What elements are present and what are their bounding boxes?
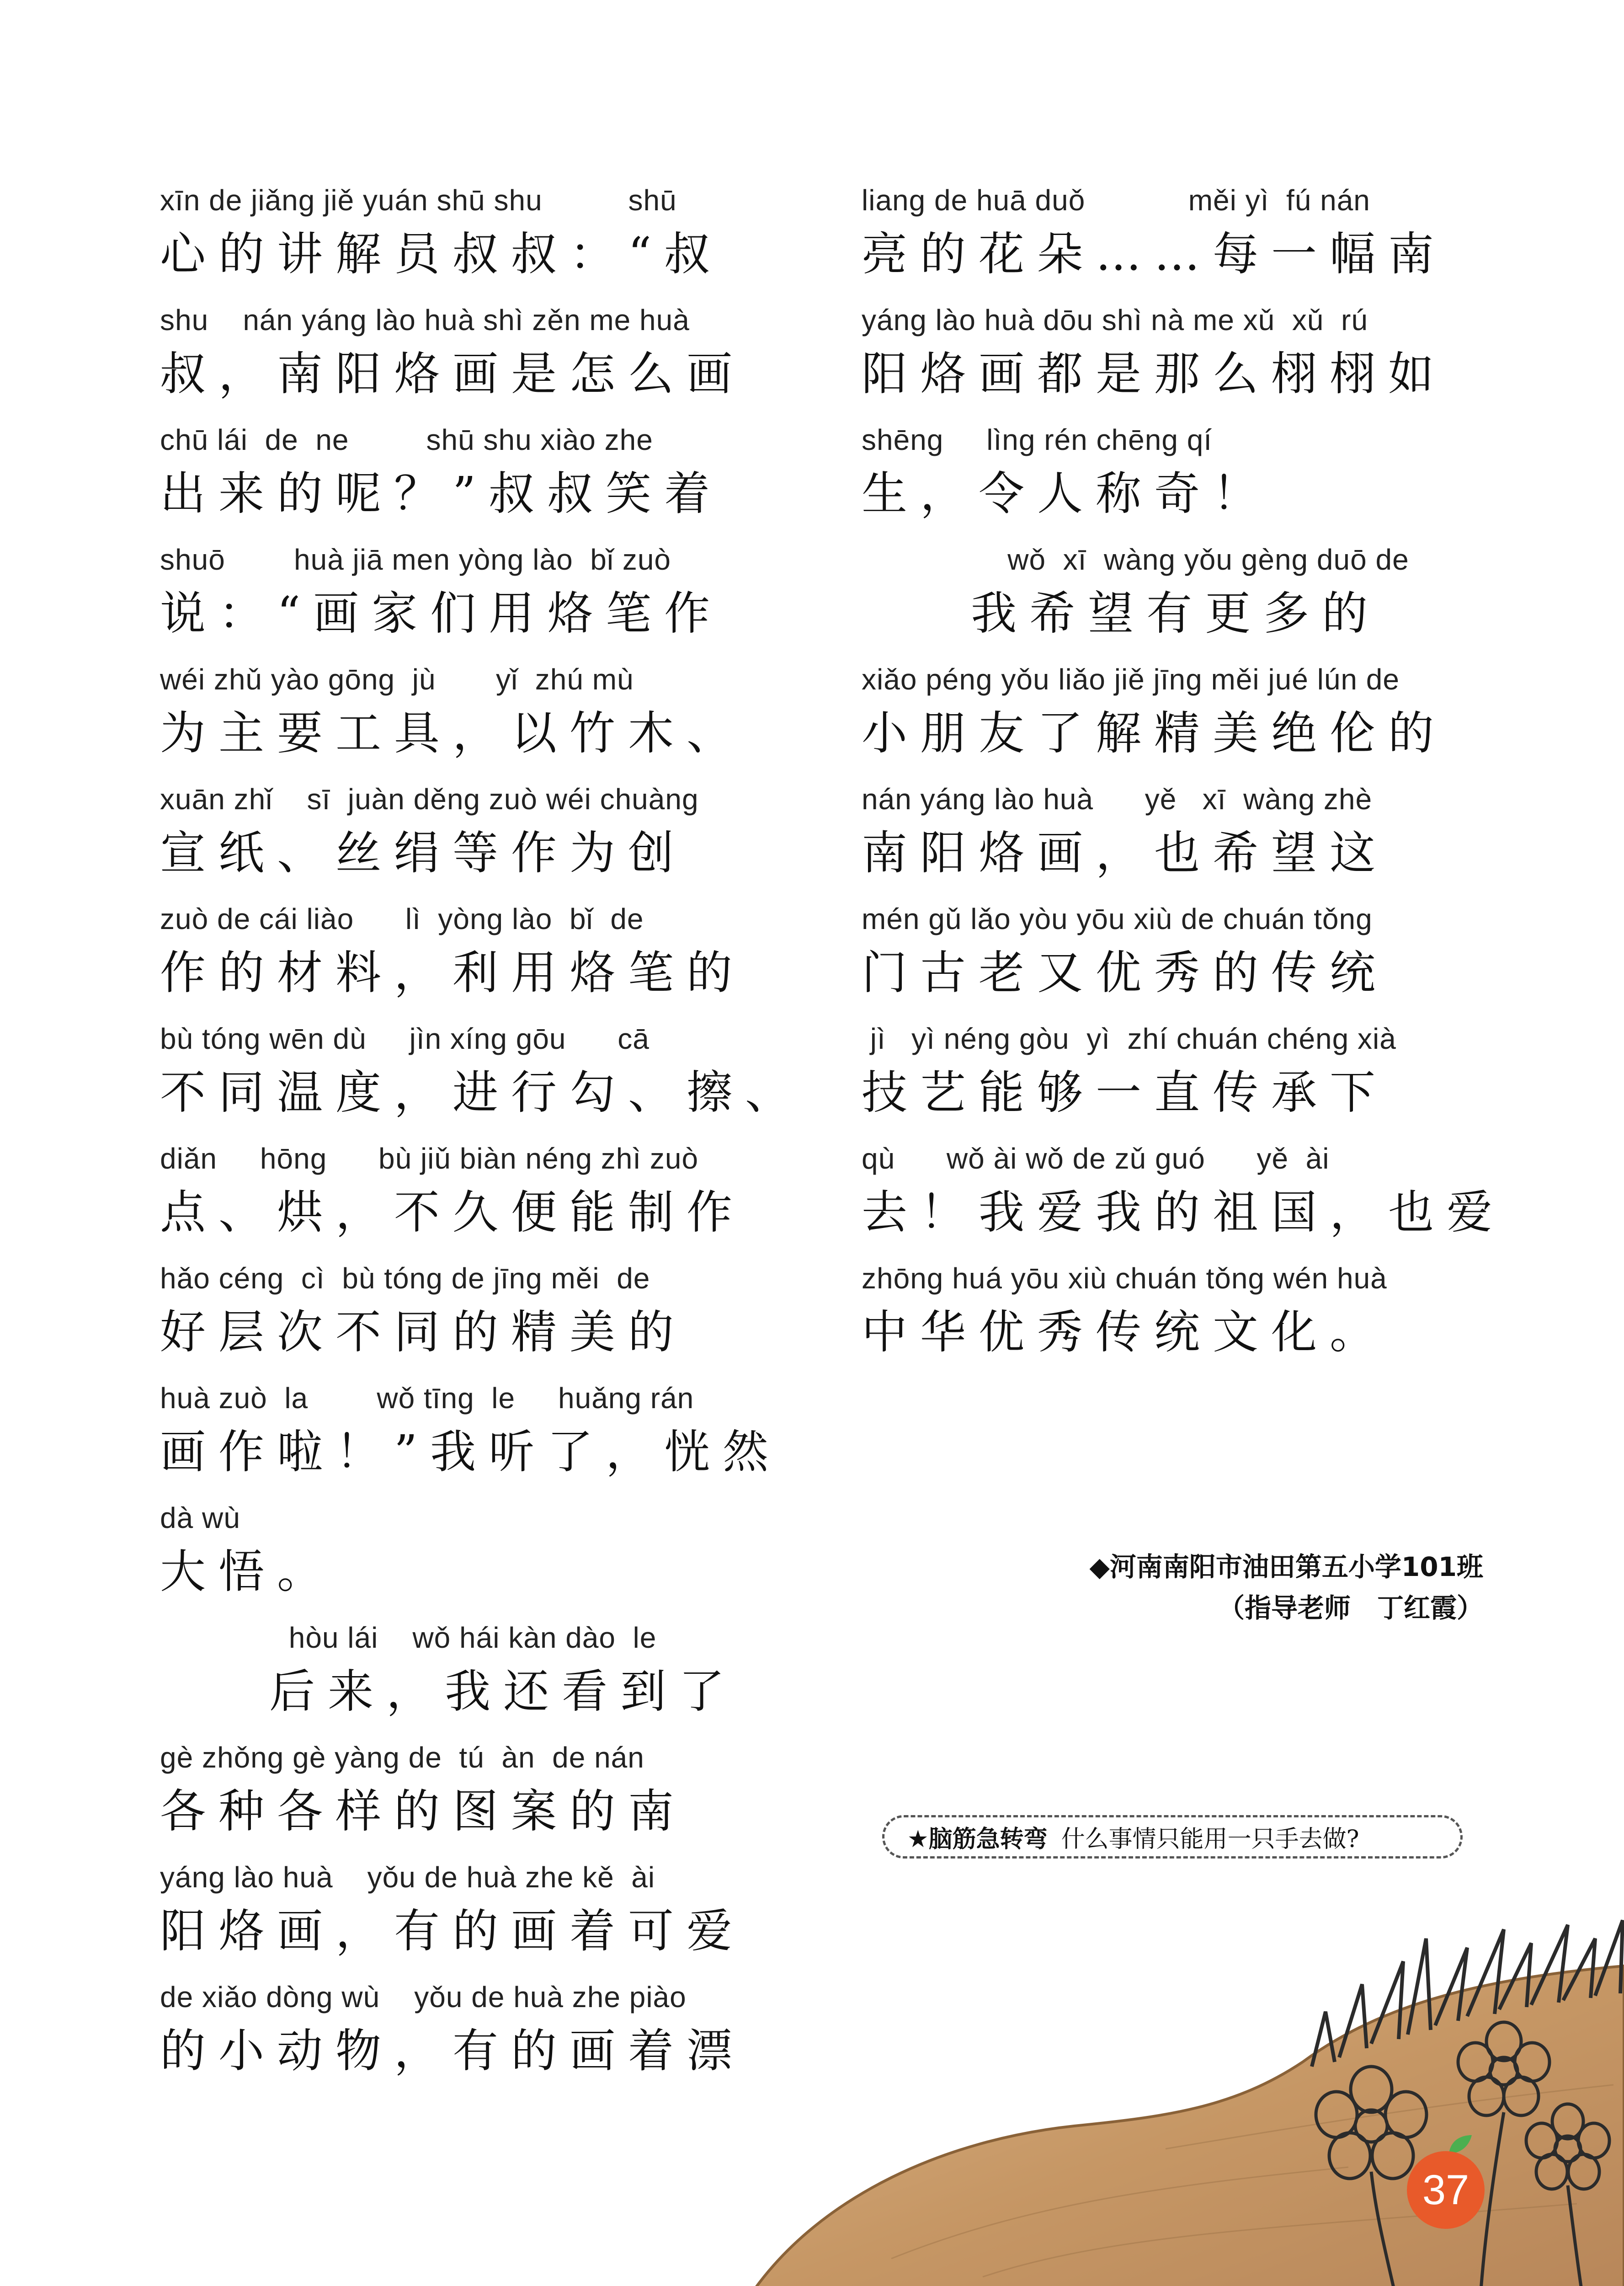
hanzi-line: 叔，南阳烙画是怎么画 xyxy=(160,347,745,401)
riddle-title: ★脑筋急转弯 xyxy=(907,1826,1048,1853)
text-line xyxy=(862,660,1488,780)
teacher-credit: （指导老师 丁红霞） xyxy=(1218,1592,1483,1624)
pinyin-line: yáng lào huà yǒu de huà zhe kě ài xyxy=(160,1861,655,1894)
hanzi-line: 好层次不同的精美的 xyxy=(160,1305,687,1359)
hanzi-line: 点、烘，不久便能制作 xyxy=(160,1186,745,1239)
left-text-column xyxy=(160,181,804,2097)
pinyin-line: yáng lào huà dōu shì nà me xǔ xǔ rú xyxy=(862,304,1368,336)
school-credit: ◆河南南阳市油田第五小学101班 xyxy=(1089,1551,1483,1582)
text-line xyxy=(160,1977,786,2097)
text-line xyxy=(862,420,1488,540)
pinyin-line: zuò de cái liào lì yòng lào bǐ de xyxy=(160,903,644,935)
hanzi-line: 为主要工具，以竹木、 xyxy=(160,706,745,760)
pinyin-line: diǎn hōng bù jiǔ biàn néng zhì zuò xyxy=(160,1142,699,1175)
page-number: 37 xyxy=(1407,2151,1485,2229)
text-line xyxy=(862,181,1488,300)
hanzi-line: 不同温度，进行勾、擦、 xyxy=(160,1066,804,1119)
hanzi-line: 门古老又优秀的传统 xyxy=(862,946,1388,999)
pinyin-line: zhōng huá yōu xiù chuán tǒng wén huà xyxy=(862,1262,1387,1295)
text-line xyxy=(862,1019,1488,1139)
text-line xyxy=(862,899,1488,1019)
hanzi-line: 大悟。 xyxy=(160,1545,335,1598)
hanzi-line: 技艺能够一直传承下 xyxy=(862,1066,1388,1119)
pinyin-line: wǒ xī wàng yǒu gèng duō de xyxy=(862,543,1409,576)
hanzi-line: 阳烙画都是那么栩栩如 xyxy=(862,347,1447,401)
wood-flower-illustration xyxy=(754,1911,1624,2286)
text-line xyxy=(862,1259,1488,1378)
hanzi-line: 阳烙画，有的画着可爱 xyxy=(160,1904,745,1958)
hanzi-line: 说：“画家们用烙笔作 xyxy=(160,587,723,640)
right-text-column xyxy=(862,181,1505,1378)
hanzi-line: 心的讲解员叔叔：“叔 xyxy=(160,227,723,281)
text-line xyxy=(862,540,1488,660)
riddle-question: 什么事情只能用一只手去做? xyxy=(1061,1826,1359,1853)
text-line xyxy=(862,300,1488,420)
pinyin-line: mén gǔ lǎo yòu yōu xiù de chuán tǒng xyxy=(862,903,1373,935)
hanzi-line: 出来的呢？”叔叔笑着 xyxy=(160,467,723,520)
pinyin-line: liang de huā duǒ měi yì fú nán xyxy=(862,184,1370,217)
pinyin-line: hòu lái wǒ hái kàn dào le xyxy=(160,1621,657,1654)
pinyin-line: hǎo céng cì bù tóng de jīng měi de xyxy=(160,1262,650,1295)
text-line xyxy=(160,1498,786,1618)
pinyin-line: chū lái de ne shū shu xiào zhe xyxy=(160,423,653,456)
riddle-box xyxy=(882,1815,1463,1859)
hanzi-line: 我希望有更多的 xyxy=(862,587,1381,640)
text-line xyxy=(160,1858,786,1977)
text-line xyxy=(160,420,786,540)
text-line xyxy=(160,540,786,660)
text-line xyxy=(160,660,786,780)
text-line xyxy=(160,300,786,420)
hanzi-line: 去！我爱我的祖国，也爱 xyxy=(862,1186,1505,1239)
text-line xyxy=(160,780,786,899)
hanzi-line: 画作啦！”我听了，恍然 xyxy=(160,1425,782,1479)
hanzi-line: 宣纸、丝绢等作为创 xyxy=(160,826,687,880)
hanzi-line: 亮的花朵……每一幅南 xyxy=(862,227,1447,281)
pinyin-line: wéi zhǔ yào gōng jù yǐ zhú mù xyxy=(160,663,634,696)
pinyin-line: gè zhǒng gè yàng de tú àn de nán xyxy=(160,1741,644,1774)
text-line xyxy=(862,1139,1505,1259)
text-line xyxy=(160,1019,804,1139)
pinyin-line: jì yì néng gòu yì zhí chuán chéng xià xyxy=(862,1022,1396,1055)
pinyin-line: de xiǎo dòng wù yǒu de huà zhe piào xyxy=(160,1981,687,2014)
hanzi-line: 后来，我还看到了 xyxy=(160,1665,738,1718)
pinyin-line: shu nán yáng lào huà shì zěn me huà xyxy=(160,304,690,336)
wood-board xyxy=(754,1966,1624,2286)
pinyin-line: nán yáng lào huà yě xī wàng zhè xyxy=(862,783,1373,816)
pinyin-line: qù wǒ ài wǒ de zǔ guó yě ài xyxy=(862,1142,1330,1175)
pinyin-line: xuān zhǐ sī juàn děng zuò wéi chuàng xyxy=(160,783,699,816)
hanzi-line: 生，令人称奇！ xyxy=(862,467,1271,520)
pinyin-line: xīn de jiǎng jiě yuán shū shu shū xyxy=(160,184,677,217)
pinyin-line: bù tóng wēn dù jìn xíng gōu cā xyxy=(160,1022,650,1055)
hanzi-line: 各种各样的图案的南 xyxy=(160,1784,687,1838)
pinyin-line: huà zuò la wǒ tīng le huǎng rán xyxy=(160,1382,694,1415)
text-line xyxy=(160,1139,786,1259)
hanzi-line: 南阳烙画，也希望这 xyxy=(862,826,1388,880)
hanzi-line: 中华优秀传统文化。 xyxy=(862,1305,1388,1359)
text-line xyxy=(160,1738,786,1858)
text-line xyxy=(160,1618,786,1738)
pinyin-line: shēng lìng rén chēng qí xyxy=(862,423,1213,456)
text-line xyxy=(160,181,786,300)
text-line xyxy=(160,1259,786,1378)
hanzi-line: 作的材料，利用烙笔的 xyxy=(160,946,745,999)
pinyin-line: xiǎo péng yǒu liǎo jiě jīng měi jué lún de xyxy=(862,663,1400,696)
pinyin-line: dà wù xyxy=(160,1501,240,1534)
text-line xyxy=(862,780,1488,899)
pinyin-line: shuō huà jiā men yòng lào bǐ zuò xyxy=(160,543,671,576)
hanzi-line: 小朋友了解精美绝伦的 xyxy=(862,706,1447,760)
hanzi-line: 的小动物，有的画着漂 xyxy=(160,2024,745,2078)
text-line xyxy=(160,1378,786,1498)
text-line xyxy=(160,899,786,1019)
